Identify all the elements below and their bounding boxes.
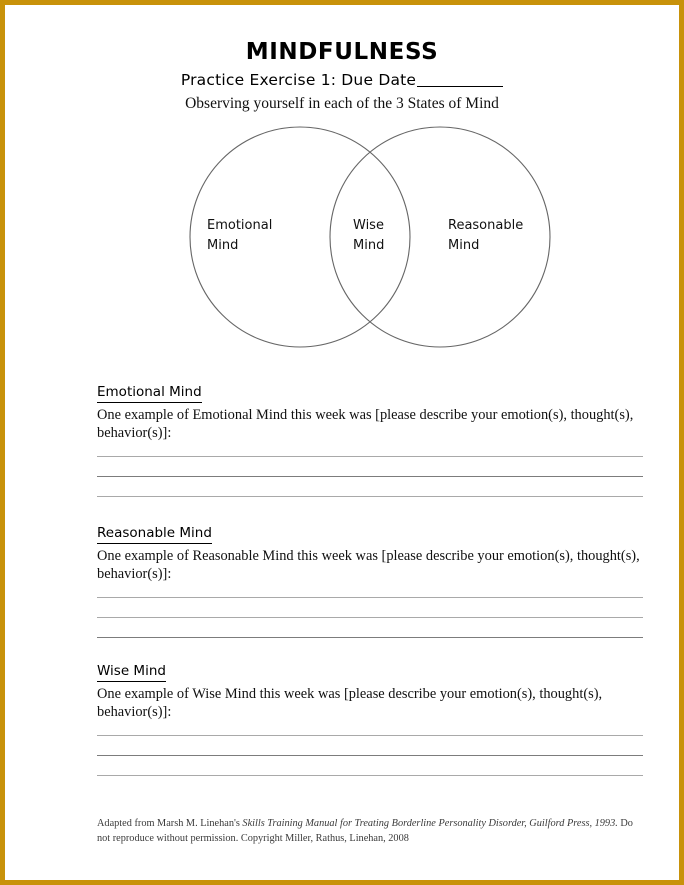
footer-text-part1: Adapted from Marsh M. Linehan's (97, 818, 243, 829)
page-border-right (679, 0, 684, 885)
venn-label-wise-line1: Wise (353, 218, 384, 233)
venn-label-emotional-line2: Mind (207, 238, 239, 253)
footer-citation (97, 817, 647, 847)
page-title: MINDFULNESS (245, 39, 439, 65)
footer-source-title: Skills Training Manual for Treating Borderline Personality Disorder, Guilford Press, 1993. (242, 818, 618, 829)
answer-line[interactable] (97, 775, 643, 776)
exercise-label: Practice Exercise 1: Due Date (180, 71, 417, 89)
worksheet-header (5, 5, 679, 113)
answer-line[interactable] (97, 637, 643, 638)
answer-line[interactable] (97, 597, 643, 598)
section-heading-wise-mind: Wise Mind (97, 664, 166, 682)
section-prompt-wise-mind: One example of Wise Mind this week was [please describe your emotion(s), thought(s), behavior(s)]: (97, 685, 603, 720)
venn-circle-reasonable-mind (330, 127, 550, 347)
venn-label-wise-line2: Mind (353, 238, 385, 253)
due-date-input[interactable] (417, 86, 503, 87)
answer-lines-emotional-mind (97, 456, 643, 497)
worksheet-subtitle: Observing yourself in each of the 3 States of Mind (185, 95, 499, 113)
section-reasonable-mind (97, 524, 643, 638)
answer-line[interactable] (97, 456, 643, 457)
section-heading-emotional-mind: Emotional Mind (97, 385, 202, 403)
section-heading-reasonable-mind: Reasonable Mind (97, 526, 212, 544)
venn-diagram-svg (5, 115, 679, 360)
footer-text-part2: Do not reproduce without permission. Copyright Miller, Rathus, Linehan, 2008 (97, 818, 633, 844)
worksheet-sheet (5, 5, 679, 880)
venn-label-emotional-line1: Emotional (207, 218, 273, 233)
section-emotional-mind (97, 383, 643, 497)
page-border-bottom (0, 880, 684, 885)
section-wise-mind (97, 662, 643, 776)
venn-circle-emotional-mind (190, 127, 410, 347)
section-prompt-reasonable-mind: One example of Reasonable Mind this week was [please describe your emotion(s), thought(s), behavior(s)]: (97, 547, 640, 582)
answer-lines-wise-mind (97, 735, 643, 776)
answer-line[interactable] (97, 476, 643, 477)
answer-line[interactable] (97, 496, 643, 497)
venn-diagram (5, 115, 679, 360)
answer-lines-reasonable-mind (97, 597, 643, 638)
venn-label-reasonable-line1: Reasonable (448, 218, 524, 233)
section-prompt-emotional-mind: One example of Emotional Mind this week was [please describe your emotion(s), thought(s), behavior(s)]: (97, 406, 634, 441)
exercise-due-date-line (5, 72, 679, 89)
answer-line[interactable] (97, 735, 643, 736)
venn-label-reasonable-line2: Mind (448, 238, 480, 253)
answer-line[interactable] (97, 755, 643, 756)
answer-line[interactable] (97, 617, 643, 618)
